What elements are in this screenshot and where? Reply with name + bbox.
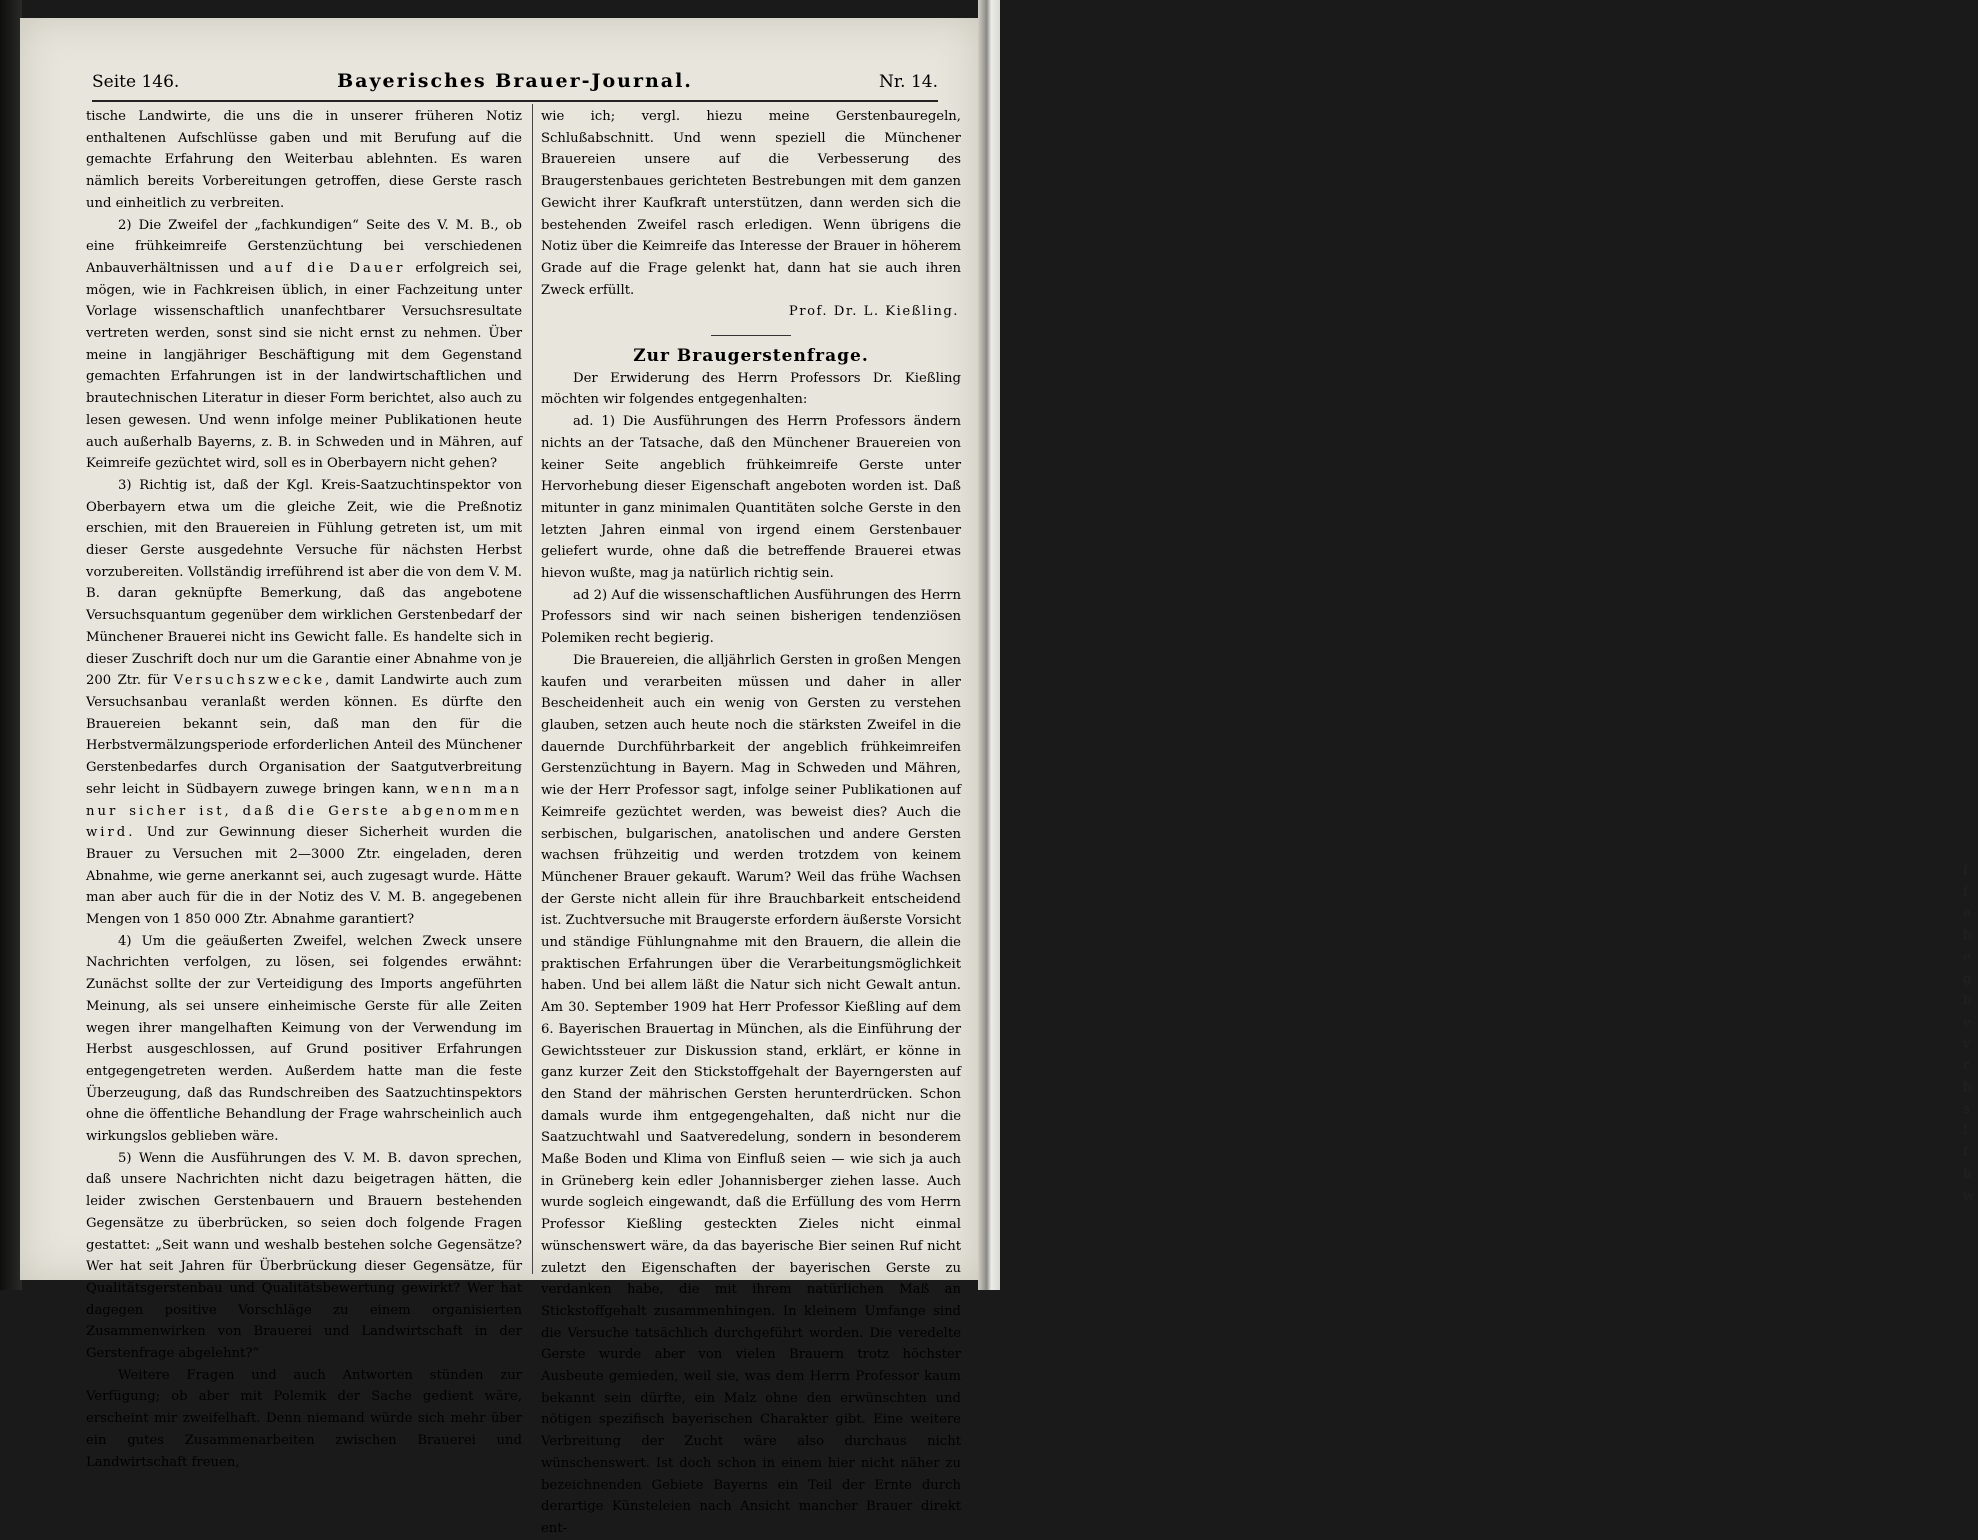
- next-page-edge: [978, 0, 1975, 1290]
- edge-letter: w: [1963, 1188, 1975, 1204]
- paragraph: Der Erwiderung des Herrn Professors Dr. Kießling möchten wir folgendes entgegenhalten:: [541, 370, 961, 408]
- paragraph-point-2: 2) Die Zweifel der „fachkundigen“ Seite des V. M. B., ob eine frühkeimreife Gerstenzüchtung bei verschiedenen Anbauverhältnissen und auf die Dauer erfolgreich sei, mögen, wie in Fachkreisen üblich, in einer Fachzeitung unter Vorlage wissenschaftlich unanfechtbarer Versuchsresultate vertreten werden, sonst sind sie nicht ernst zu nehmen. Über meine in langjähriger Beschäftigung mit dem Gegenstand gemachten Erfahrungen ist in der landwirtschaftlichen und brautechnischen Literatur in dieser Form berichtet, also auch zu lesen gewesen. Und wenn infolge meiner Publikationen heute auch außerhalb Bayerns, z. B. in Schweden und in Mähren, auf Keimreife gezüchtet wird, soll es in Oberbayern nicht gehen?: [86, 217, 522, 472]
- section-title: Zur Braugerstenfrage.: [633, 346, 869, 367]
- edge-letter: b: [1963, 993, 1972, 1009]
- paragraph-point-4: 4) Um die geäußerten Zweifel, welchen Zweck unsere Nachrichten verfolgen, zu lösen, sei folgendes erwähnt: Zunächst sollte der zur Verteidigung des Imports angeführten Meinung, als sei unsere einheimische Gerste für alle Zeiten wegen ihrer mangelhaften Keimung von der Verwendung im Herbst ausgeschlossen, auf Grund positiver Erfahrungen entgegengetreten werden. Außerdem hatte man die feste Überzeugung, daß das Rundschreiben des Saatzuchtinspektors ohne die öffentliche Behandlung der Frage wahrscheinlich auch wirkungslos geblieben wäre.: [86, 933, 522, 1145]
- edge-letter: f: [1963, 1145, 1968, 1161]
- author-signature: Prof. Dr. L. Kießling.: [788, 304, 959, 320]
- edge-letter: e: [1963, 1014, 1971, 1030]
- edge-letter: s: [1963, 1101, 1970, 1117]
- edge-letter: f: [1963, 884, 1968, 900]
- edge-letter: g: [1963, 971, 1972, 987]
- edge-letter: v: [1963, 1036, 1971, 1052]
- left-column: [86, 106, 522, 1473]
- paragraph-point-5: 5) Wenn die Ausführungen des V. M. B. davon sprechen, daß unsere Nachrichten nicht dazu beigetragen hätten, die leider zwischen Gerstenbauern und Brauern bestehenden Gegensätze zu überbrücken, so seien doch folgende Fragen gestattet: „Seit wann und weshalb bestehen solche Gegensätze? Wer hat seit Jahren für Überbrückung dieser Gegensätze, für Qualitätsgerstenbau und Qualitätsbewertung gewirkt? Wer hat dagegen positive Vorschläge zu einem organisierten Zusammenwirken von Brauerei und Landwirtschaft in der Gerstenfrage abgelehnt?“: [86, 1150, 522, 1362]
- paragraph: wie ich; vergl. hiezu meine Gerstenbauregeln, Schlußabschnitt. Und wenn speziell die Münchener Brauereien unsere auf die Verbesserung des Braugerstenbaues gerichteten Bestrebungen mit dem ganzen Gewicht ihrer Kaufkraft unterstützen, dann werden sich die bestehenden Zweifel rasch erledigen. Wenn übrigens die Notiz über die Keimreife das Interesse der Brauer in höherem Grade auf die Frage gelenkt hat, dann hat sie auch ihren Zweck erfüllt.: [541, 109, 961, 298]
- edge-letter: e: [1963, 906, 1971, 922]
- paragraph-ad-1: ad. 1) Die Ausführungen des Herrn Professors ändern nichts an der Tatsache, daß den Münchener Brauereien von keiner Seite angeblich frühkeimreife Gerste unter Hervorhebung dieser Eigenschaft angeboten worden ist. Daß mitunter in ganz minimalen Quantitäten solche Gerste in den letzten Jahren einmal von irgend einem Gerstenbauer geliefert wurde, ohne daß die betreffende Brauerei etwas hievon wußte, mag ja natürlich richtig sein.: [541, 414, 961, 582]
- next-page-letters: [1963, 860, 1978, 1207]
- edge-letter: b: [1963, 1166, 1972, 1182]
- page-header: [92, 72, 938, 96]
- section-divider: [711, 335, 791, 336]
- spaced-emphasis: Versuchszwecke: [173, 673, 326, 689]
- header-rule: [92, 100, 938, 102]
- scan-background-left: [0, 0, 22, 1290]
- column-divider: [532, 104, 533, 1274]
- paragraph: Die Brauereien, die alljährlich Gersten in großen Mengen kaufen und verarbeiten müssen und daher in aller Bescheidenheit auch ein wenig von Gersten zu verstehen glauben, setzen auch heute noch die stärksten Zweifel in die dauernde Durchführbarkeit der angeblich frühkeimreifen Gerstenzüchtung in Bayern. Mag in Schweden und Mähren, wie der Herr Professor sagt, infolge seiner Publikationen auf Keimreife gezüchtet werden, was beweist dies? Auch die serbischen, bulgarischen, anatolischen und andere Gersten wachsen frühzeitig und werden trotzdem von keinem Münchener Brauer gekauft. Warum? Weil das frühe Wachsen der Gerste nicht allein für ihre Brauchbarkeit entscheidend ist. Zuchtversuche mit Braugerste erfordern äußerste Vorsicht und ständige Fühlungnahme mit den Brauern, die allein die praktischen Erfahrungen über die Verarbeitungsmöglichkeit haben. Und bei allem läßt die Natur sich nicht Gewalt antun. Am 30. September 1909 hat Herr Professor Kießling auf dem 6. Bayerischen Brauertag in München, als die Einführung der Gewichtssteuer zur Diskussion stand, erklärt, er könne in ganz kurzer Zeit den Stickstoffgehalt der Bayerngersten auf den Stand der mährischen Gersten herunterdrücken. Schon damals wurde ihm entgegengehalten, daß nicht nur die Saatzuchtwahl und Saatveredelung, sondern in besonderem Maße Boden und Klima von Einfluß seien — wie sich ja auch in Grüneberg kein edler Johannisberger ziehen lasse. Auch wurde sogleich eingewandt, daß die Erfüllung des vom Herrn Professor Kießling gesteckten Zieles nicht einmal wünschenswert wäre, da das bayerische Bier seinen Ruf nicht zuletzt den Eigenschaften der bayerischen Gerste zu verdanken habe, die mit ihrem natürlichen Maß an Stickstoffgehalt zusammenhingen. In kleinem Umfange sind die Versuche tatsächlich durchgeführt worden. Die veredelte Gerste wurde aber von vielen Brauern trotz höchster Ausbeute gemieden, weil sie, was dem Herrn Professor kaum bekannt sein dürfte, ein Malz ohne den erwünschten und nötigen spezifisch bayerischen Charakter gibt. Eine weitere Verbreitung der Zucht wäre also durchaus nicht wünschenswert. Ist doch schon in einem hier nicht näher zu bezeichnenden Gebiete Bayerns ein Teil der Ernte durch derartige Künsteleien nach Ansicht mancher Brauer direkt ent-: [541, 652, 961, 1536]
- right-column: [541, 106, 961, 1540]
- paragraph: tische Landwirte, die uns die in unserer früheren Notiz enthaltenen Aufschlüsse gaben und mit Berufung auf die gemachte Erfahrung den Weiterbau ablehnten. Es waren nämlich bereits Vorbereitungen getroffen, diese Gerste rasch und einheitlich zu verbreiten.: [86, 109, 522, 211]
- edge-letter: f: [1963, 1123, 1968, 1139]
- spaced-emphasis: wenn man nur sicher ist, daß die Gerste abgenommen wird.: [86, 781, 522, 841]
- edge-letter: e: [1963, 949, 1971, 965]
- paragraph: Weitere Fragen und auch Antworten stünden zur Verfügung; ob aber mit Polemik der Sache gedient wäre, erscheint mir zweifelhaft. Denn niemand würde sich mehr über ein gutes Zusammenarbeiten zwischen Brauerei und Landwirtschaft freuen,: [86, 1367, 522, 1470]
- edge-letter: b: [1963, 1080, 1972, 1096]
- edge-letter: b: [1963, 928, 1972, 944]
- edge-letter: r: [1963, 1058, 1970, 1074]
- paragraph-ad-2: ad 2) Auf die wissenschaftlichen Ausführungen des Herrn Professors sind wir nach seinen bisherigen tendenziösen Polemiken recht begierig.: [541, 587, 961, 647]
- paragraph-point-3: 3) Richtig ist, daß der Kgl. Kreis-Saatzuchtinspektor von Oberbayern etwa um die gleiche Zeit, wie die Preßnotiz erschien, mit den Brauereien in Fühlung getreten ist, um mit dieser Gerste ausgedehnte Versuche für nächsten Herbst vorzubereiten. Vollständig irreführend ist aber die von dem V. M. B. daran geknüpfte Bemerkung, daß das angebotene Versuchsquantum gegenüber dem wirklichen Gerstenbedarf der Münchener Brauerei nicht ins Gewicht falle. Es handelte sich in dieser Zuschrift doch nur um die Garantie einer Abnahme von je 200 Ztr. für Versuchszwecke, damit Landwirte auch zum Versuchsanbau veranlaßt werden können. Es dürfte den Brauereien bekannt sein, daß man den für die Herbstvermälzungsperiode erforderlichen Anteil des Münchener Gerstenbedarfes durch Organisation der Saatgutverbreitung sehr leicht in Südbayern zuwege bringen kann, wenn man nur sicher ist, daß die Gerste abgenommen wird. Und zur Gewinnung dieser Sicherheit wurden die Brauer zu Versuchen mit 2—3000 Ztr. eingeladen, deren Abnahme, wie gerne anerkannt sei, auch zugesagt wurde. Hätte man aber auch für die in der Notiz des V. M. B. angegebenen Mengen von 1 850 000 Ztr. Abnahme garantiert?: [86, 477, 522, 928]
- edge-letter: f: [1963, 863, 1968, 878]
- spaced-emphasis: auf die Dauer: [263, 260, 406, 276]
- journal-title: Bayerisches Brauer-Journal.: [337, 70, 693, 92]
- issue-number: Nr. 14.: [879, 72, 938, 92]
- page-number: Seite 146.: [92, 72, 180, 92]
